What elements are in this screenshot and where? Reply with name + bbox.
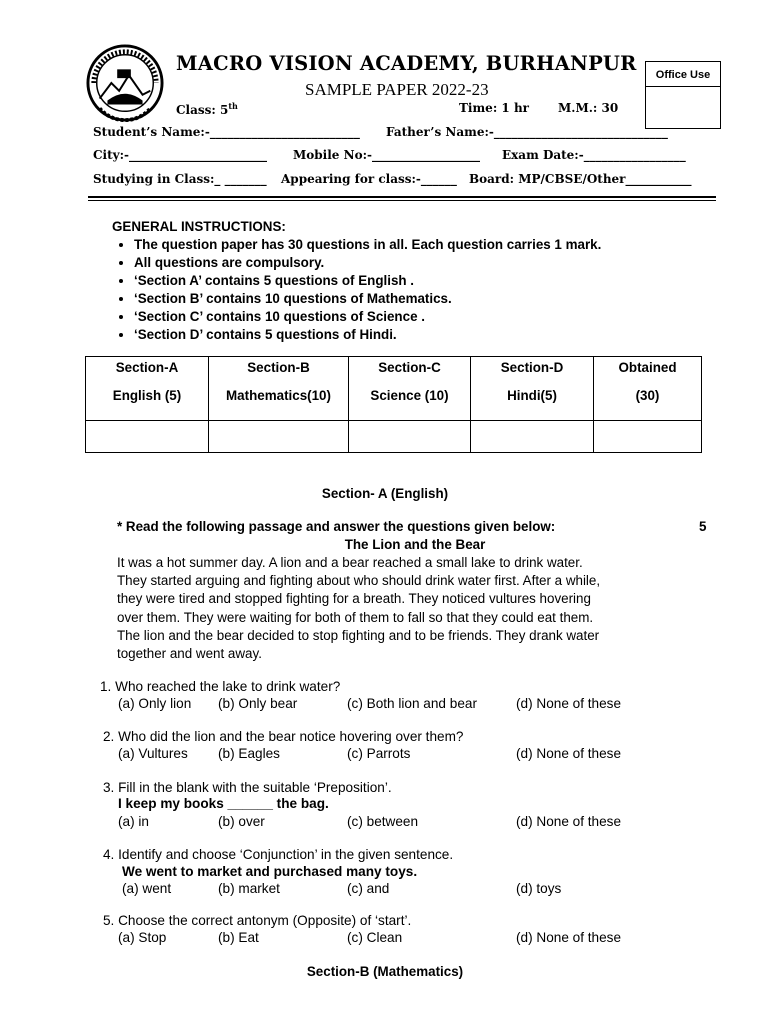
section-a-header: Section-A	[115, 360, 179, 375]
question-1: 1. Who reached the lake to drink water?	[100, 679, 341, 694]
table-cell	[349, 357, 471, 421]
instruction-item: • ‘Section C’ contains 10 questions of Science .	[134, 308, 601, 326]
marks-entry-cell[interactable]	[471, 421, 594, 453]
section-a-subject: English (5)	[112, 388, 182, 403]
question-2: 2. Who did the lion and the bear notice hovering over them?	[103, 729, 464, 744]
appearing-class-field[interactable]: Appearing for class:-______	[281, 172, 457, 186]
passage-title: The Lion and the Bear	[344, 537, 486, 552]
passage-line: The lion and the bear decided to stop fighting and to be friends. They drank water	[117, 627, 600, 643]
instruction-item: • ‘Section D’ contains 5 questions of Hindi.	[134, 326, 601, 344]
marks-entry-cell[interactable]	[594, 421, 702, 453]
section-b-subject: Mathematics(10)	[226, 388, 331, 403]
q1-option-a[interactable]: (a) Only lion	[118, 696, 192, 711]
q2-option-c[interactable]: (c) Parrots	[347, 746, 411, 761]
table-row-blank	[86, 421, 702, 453]
instructions-heading: GENERAL INSTRUCTIONS:	[112, 219, 286, 234]
sections-marks-table	[85, 356, 702, 453]
total-marks: (30)	[635, 388, 660, 403]
section-b-header: Section-B	[247, 360, 310, 375]
q4-option-d[interactable]: (d) toys	[516, 881, 562, 896]
section-d-header: Section-D	[500, 360, 564, 375]
instruction-item: • ‘Section B’ contains 10 questions of Mathematics.	[134, 290, 601, 308]
class-superscript: th	[228, 101, 238, 111]
passage-line: they were tired and stopped fighting for a breath. They noticed vultures hovering	[117, 591, 591, 607]
general-instructions	[112, 218, 601, 344]
instruction-item: • ‘Section A’ contains 5 questions of English .	[134, 272, 601, 290]
marks-entry-cell[interactable]	[349, 421, 471, 453]
instruction-item: • All questions are compulsory.	[134, 254, 601, 272]
table-cell	[594, 357, 702, 421]
school-name: MACRO VISION ACADEMY, BURHANPUR	[176, 52, 637, 75]
passage-instruction: * Read the following passage and answer the questions given below:	[117, 519, 556, 534]
header-divider-thin	[88, 200, 716, 201]
q1-option-d[interactable]: (d) None of these	[516, 696, 622, 711]
q2-option-a[interactable]: (a) Vultures	[118, 746, 188, 761]
class-field	[176, 101, 238, 117]
q3-option-b[interactable]: (b) over	[218, 814, 265, 829]
time-field: Time: 1 hr	[459, 101, 530, 115]
table-cell	[86, 357, 209, 421]
q4-option-c[interactable]: (c) and	[347, 881, 390, 896]
q3-option-a[interactable]: (a) in	[118, 814, 149, 829]
exam-date-field[interactable]: Exam Date:-_________________	[502, 148, 686, 162]
studying-class-field[interactable]: Studying in Class:_ _______	[93, 172, 267, 186]
passage-marks: 5	[699, 519, 707, 534]
q3-option-d[interactable]: (d) None of these	[516, 814, 622, 829]
q5-option-c[interactable]: (c) Clean	[347, 930, 403, 945]
question-3: 3. Fill in the blank with the suitable ‘Preposition’.	[103, 780, 392, 795]
marks-entry-cell[interactable]	[209, 421, 349, 453]
q5-option-b[interactable]: (b) Eat	[218, 930, 259, 945]
table-row	[86, 357, 702, 421]
section-d-subject: Hindi(5)	[507, 388, 557, 403]
instructions-list	[112, 236, 601, 344]
marks-entry-cell[interactable]	[86, 421, 209, 453]
section-c-subject: Science (10)	[370, 388, 449, 403]
paper-title: SAMPLE PAPER 2022-23	[305, 80, 489, 99]
class-label: Class: 5	[176, 103, 229, 117]
office-use-label: Office Use	[646, 64, 720, 87]
question-4: 4. Identify and choose ‘Conjunction’ in the given sentence.	[103, 847, 454, 862]
table-cell	[209, 357, 349, 421]
q4-sentence: We went to market and purchased many toys.	[122, 864, 418, 879]
board-field[interactable]: Board: MP/CBSE/Other___________	[469, 172, 692, 186]
q1-option-c[interactable]: (c) Both lion and bear	[347, 696, 477, 711]
max-marks-field: M.M.: 30	[558, 101, 619, 115]
section-c-header: Section-C	[378, 360, 441, 375]
q5-option-a[interactable]: (a) Stop	[118, 930, 167, 945]
question-5: 5. Choose the correct antonym (Opposite) of ‘start’.	[103, 913, 412, 928]
passage-line: over them. They were waiting for both of them to fall so that they could eat them.	[117, 609, 594, 625]
section-a-heading: Section- A (English)	[321, 486, 449, 501]
student-name-field[interactable]: Student’s Name:-_________________________	[93, 125, 360, 139]
passage-text	[117, 554, 645, 663]
mobile-field[interactable]: Mobile No:-__________________	[293, 148, 480, 162]
q4-option-a[interactable]: (a) went	[122, 881, 172, 896]
school-logo-emblem	[86, 44, 164, 122]
passage-line: They started arguing and fighting about who should drink water first. After a while,	[117, 573, 601, 589]
instruction-item: • The question paper has 30 questions in all. Each question carries 1 mark.	[134, 236, 601, 254]
q1-option-b[interactable]: (b) Only bear	[218, 696, 298, 711]
q3-sentence: I keep my books ______ the bag.	[118, 796, 329, 811]
passage-line: together and went away.	[117, 646, 262, 662]
q5-option-d[interactable]: (d) None of these	[516, 930, 622, 945]
table-cell	[471, 357, 594, 421]
q2-option-d[interactable]: (d) None of these	[516, 746, 622, 761]
office-use-box	[645, 61, 721, 129]
father-name-field[interactable]: Father’s Name:-_____________________________	[386, 125, 668, 139]
header-divider	[88, 196, 716, 198]
section-b-heading: Section-B (Mathematics)	[306, 964, 464, 979]
q4-option-b[interactable]: (b) market	[218, 881, 280, 896]
passage-line: It was a hot summer day. A lion and a bear reached a small lake to drink water.	[117, 555, 583, 570]
city-field[interactable]: City:-_______________________	[93, 148, 268, 162]
q3-option-c[interactable]: (c) between	[347, 814, 419, 829]
obtained-header: Obtained	[618, 360, 677, 375]
q2-option-b[interactable]: (b) Eagles	[218, 746, 280, 761]
